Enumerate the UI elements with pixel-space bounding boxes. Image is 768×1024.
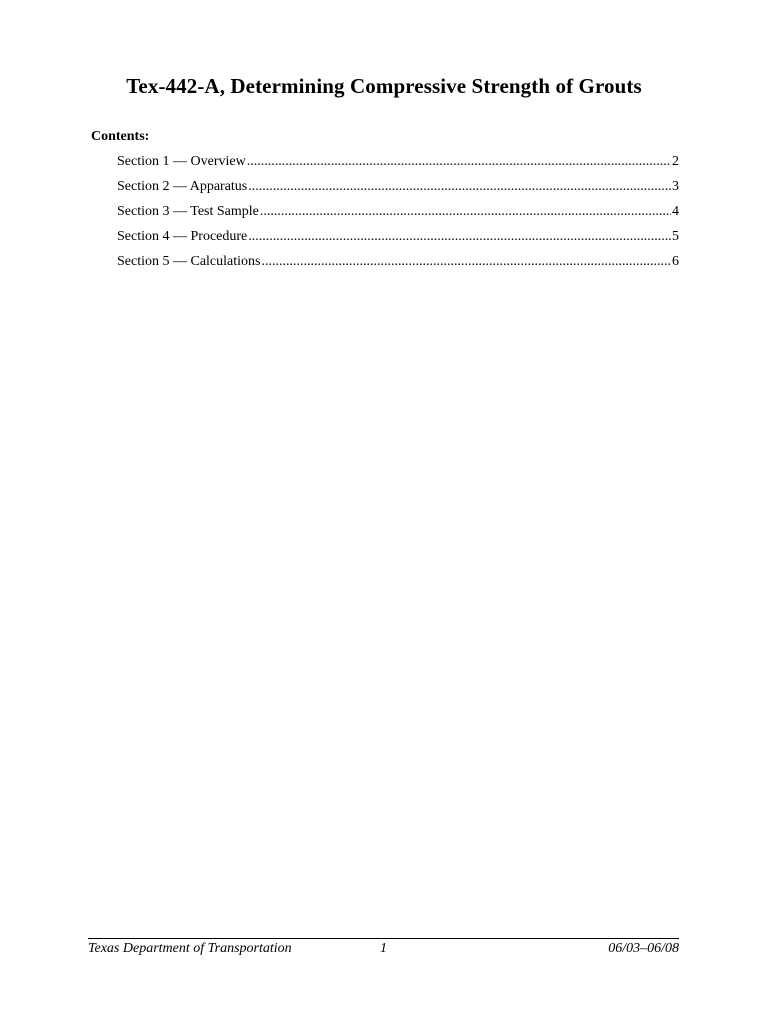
toc-entry-label: Section 5 — Calculations xyxy=(117,254,261,269)
dot-leader xyxy=(247,153,671,170)
dot-leader xyxy=(248,178,671,195)
footer-organization: Texas Department of Transportation xyxy=(88,941,292,956)
toc-entry-section-3[interactable] xyxy=(117,203,679,228)
toc-entry-label: Section 3 — Test Sample xyxy=(117,204,259,219)
dot-leader xyxy=(261,253,671,270)
toc-entry-page: 4 xyxy=(672,204,679,219)
toc-entry-label: Section 1 — Overview xyxy=(117,154,246,169)
page-footer xyxy=(88,941,679,959)
dot-leader xyxy=(260,203,671,220)
toc-entry-page: 3 xyxy=(672,179,679,194)
toc-entry-section-1[interactable] xyxy=(117,153,679,178)
dot-leader xyxy=(248,228,671,245)
page-title: Tex-442-A, Determining Compressive Strength of Grouts xyxy=(126,74,642,98)
toc-entry-page: 2 xyxy=(672,154,679,169)
toc-entry-section-5[interactable] xyxy=(117,253,679,278)
toc-entry-section-2[interactable] xyxy=(117,178,679,203)
footer-page-number: 1 xyxy=(380,941,387,956)
toc-entry-page: 6 xyxy=(672,254,679,269)
toc-entry-section-4[interactable] xyxy=(117,228,679,253)
toc-entry-label: Section 4 — Procedure xyxy=(117,229,248,244)
footer-date-range: 06/03–06/08 xyxy=(608,941,679,956)
toc-entry-label: Section 2 — Apparatus xyxy=(117,179,248,194)
footer-divider xyxy=(88,938,679,939)
toc-entry-page: 5 xyxy=(672,229,679,244)
table-of-contents xyxy=(117,153,679,278)
contents-heading: Contents: xyxy=(91,129,150,144)
